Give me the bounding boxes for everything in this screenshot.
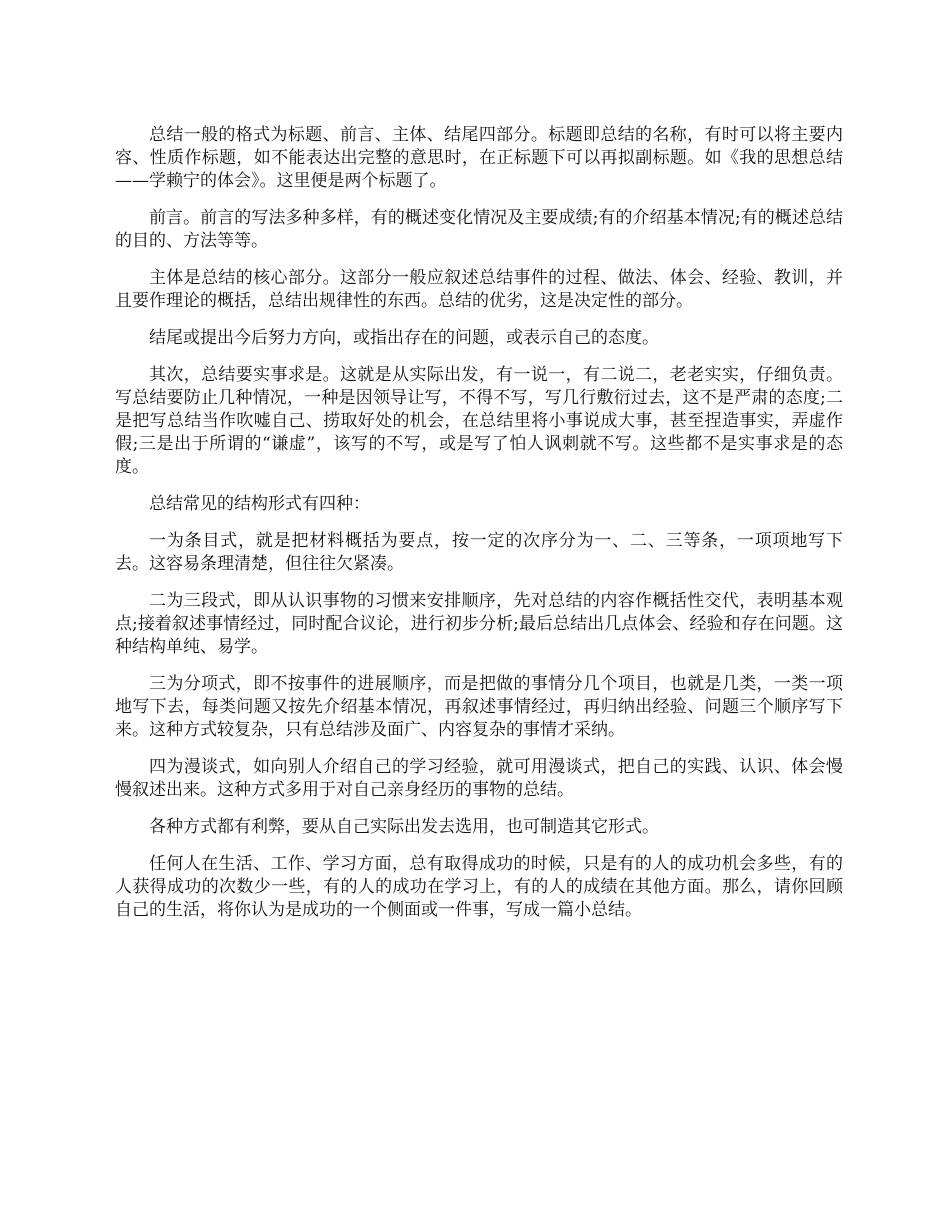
paragraph-itemized-form: 一为条目式，就是把材料概括为要点，按一定的次序分为一、二、三等条，一项项地写下去。这容易条理清楚，但往往欠紧凑。 [115, 531, 843, 574]
paragraph-informal-talk-form: 四为漫谈式，如向别人介绍自己的学习经验，就可用漫谈式，把自己的实践、认识、体会慢慢叙述出来。这种方式多用于对自己亲身经历的事物的总结。 [115, 757, 843, 800]
paragraph-pros-cons: 各种方式都有利弊，要从自己实际出发去选用，也可制造其它形式。 [149, 817, 659, 837]
paragraph-truthfulness: 其次，总结要实事求是。这就是从实际出发，有一说一，有二说二，老老实实，仔细负责。写总结要防止几种情况，一种是因领导让写，不得不写，写几行敷衍过去，这不是严肃的态度;二是把写总结当作吹嘘自己、捞取好处的机会，在总结里将小事说成大事，甚至捏造事实，弄虚作假;三是出于所谓的“谦虚”，该写的不写，或是写了怕人讽刺就不写。这些都不是实事求是的态度。 [115, 365, 843, 477]
paragraph-three-section-form: 二为三段式，即从认识事物的习惯来安排顺序，先对总结的内容作概括性交代，表明基本观点;接着叙述事情经过，同时配合议论，进行初步分析;最后总结出几点体会、经验和存在问题。这种结构单纯、易学。 [115, 591, 843, 657]
paragraph-exercise: 任何人在生活、工作、学习方面，总有取得成功的时候，只是有的人的成功机会多些，有的人获得成功的次数少一些，有的人的成功在学习上，有的人的成绩在其他方面。那么，请你回顾自己的生活，将你认为是成功的一个侧面或一件事，写成一篇小总结。 [115, 854, 843, 920]
document-body [115, 124, 843, 936]
paragraph-sub-item-form: 三为分项式，即不按事件的进展顺序，而是把做的事情分几个项目，也就是几类，一类一项地写下去，每类问题又按先介绍基本情况，再叙述事情经过，再归纳出经验、问题三个顺序写下来。这种方式较复杂，只有总结涉及面广、内容复杂的事情才采纳。 [115, 674, 843, 740]
paragraph-structure-intro: 总结常见的结构形式有四种： [149, 494, 370, 514]
paragraph-format-intro: 总结一般的格式为标题、前言、主体、结尾四部分。标题即总结的名称，有时可以将主要内容、性质作标题，如不能表达出完整的意思时，在正标题下可以再拟副标题。如《我的思想总结——学赖宁的体会》。这里便是两个标题了。 [115, 125, 843, 191]
paragraph-main-body: 主体是总结的核心部分。这部分一般应叙述总结事件的过程、做法、体会、经验、教训，并且要作理论的概括，总结出规律性的东西。总结的优劣，这是决定性的部分。 [115, 268, 843, 311]
paragraph-preface: 前言。前言的写法多种多样，有的概述变化情况及主要成绩;有的介绍基本情况;有的概述总结的目的、方法等等。 [115, 208, 843, 251]
paragraph-ending: 结尾或提出今后努力方向，或指出存在的问题，或表示自己的态度。 [149, 328, 659, 348]
